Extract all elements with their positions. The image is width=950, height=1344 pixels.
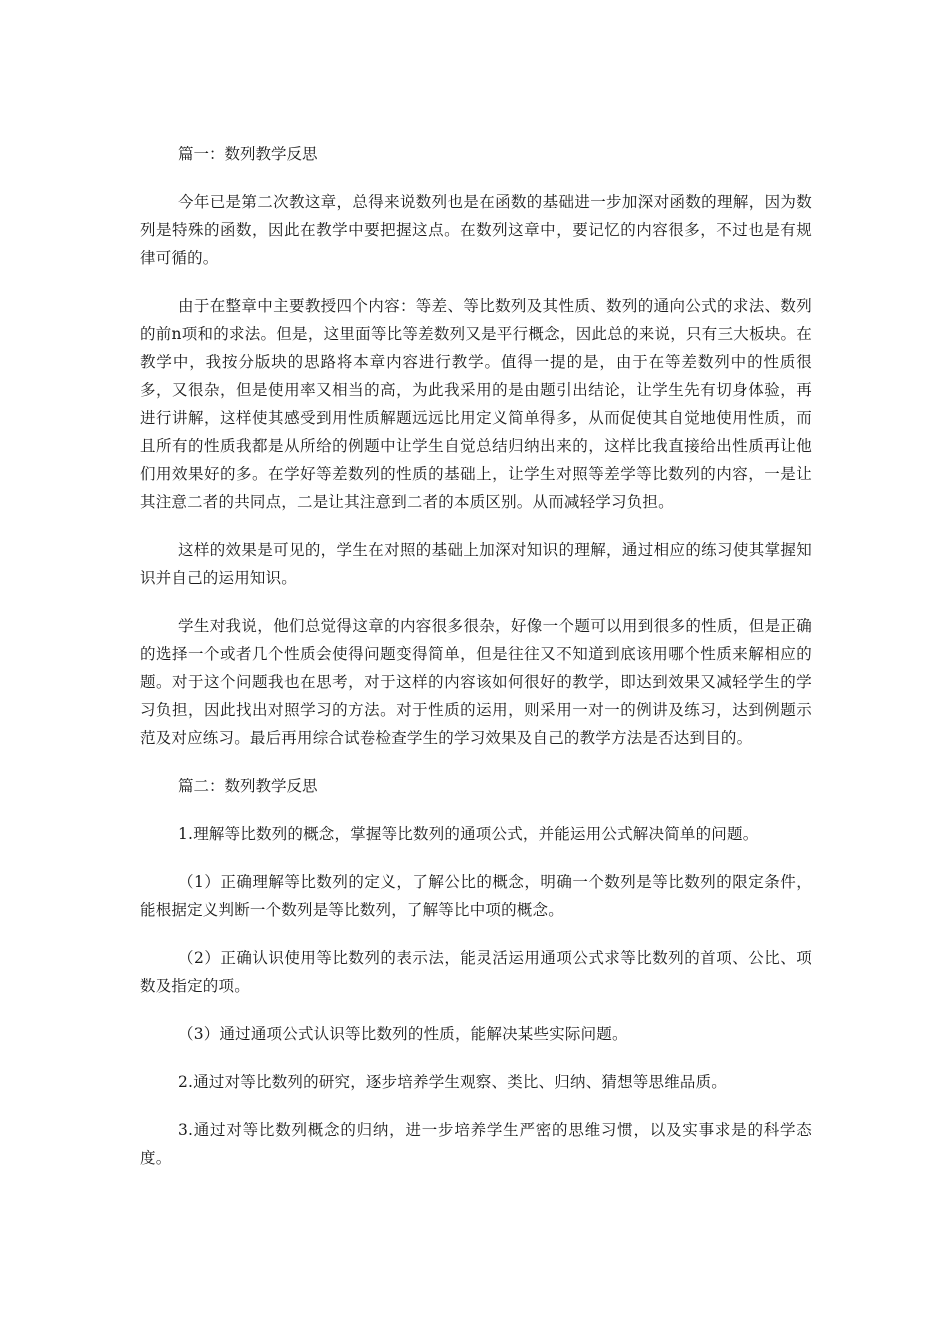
paragraph: 由于在整章中主要教授四个内容：等差、等比数列及其性质、数列的通向公式的求法、数列的前n项和的求法。但是，这里面等比等差数列又是平行概念，因此总的来说，只有三大板块。在教学中，我按分版块的思路将本章内容进行教学。值得一提的是，由于在等差数列中的性质很多，又很杂，但是使用率又相当的高，为此我采用的是由题引出结论，让学生先有切身体验，再进行讲解，这样使其感受到用性质解题远远比用定义简单得多，从而促使其自觉地使用性质，而且所有的性质我都是从所给的例题中让学生自觉总结归纳出来的，这样比我直接给出性质再让他们用效果好的多。在学好等差数列的性质的基础上，让学生对照等差学等比数列的内容，一是让其注意二者的共同点，二是让其注意到二者的本质区别。从而减轻学习负担。 [140,297,812,511]
section-title-part2: 篇二：数列教学反思 [178,777,318,795]
document-page [140,140,812,1172]
paragraph: 学生对我说，他们总觉得这章的内容很多很杂，好像一个题可以用到很多的性质，但是正确的选择一个或者几个性质会使得问题变得简单，但是往往又不知道到底该用哪个性质来解相应的题。对于这个问题我也在思考，对于这样的内容该如何很好的教学，即达到效果又减轻学生的学习负担，因此找出对照学习的方法。对于性质的运用，则采用一对一的例讲及练习，达到例题示范及对应练习。最后再用综合试卷检查学生的学习效果及自己的教学方法是否达到目的。 [140,617,812,747]
paragraph: 今年已是第二次教这章，总得来说数列也是在函数的基础进一步加深对函数的理解，因为数列是特殊的函数，因此在教学中要把握这点。在数列这章中，要记忆的内容很多，不过也是有规律可循的。 [140,193,812,267]
paragraph: （1）正确理解等比数列的定义，了解公比的概念，明确一个数列是等比数列的限定条件，能根据定义判断一个数列是等比数列，了解等比中项的概念。 [140,873,812,919]
paragraph: 3.通过对等比数列概念的归纳，进一步培养学生严密的思维习惯，以及实事求是的科学态度。 [140,1121,812,1167]
paragraph: 2.通过对等比数列的研究，逐步培养学生观察、类比、归纳、猜想等思维品质。 [178,1073,727,1091]
paragraph: 1.理解等比数列的概念，掌握等比数列的通项公式，并能运用公式解决简单的问题。 [178,825,759,843]
paragraph: （3）通过通项公式认识等比数列的性质，能解决某些实际问题。 [178,1025,628,1043]
section-title-part1: 篇一：数列教学反思 [178,145,318,163]
paragraph: 这样的效果是可见的，学生在对照的基础上加深对知识的理解，通过相应的练习使其掌握知识并自己的运用知识。 [140,541,812,587]
paragraph: （2）正确认识使用等比数列的表示法，能灵活运用通项公式求等比数列的首项、公比、项数及指定的项。 [140,949,812,995]
